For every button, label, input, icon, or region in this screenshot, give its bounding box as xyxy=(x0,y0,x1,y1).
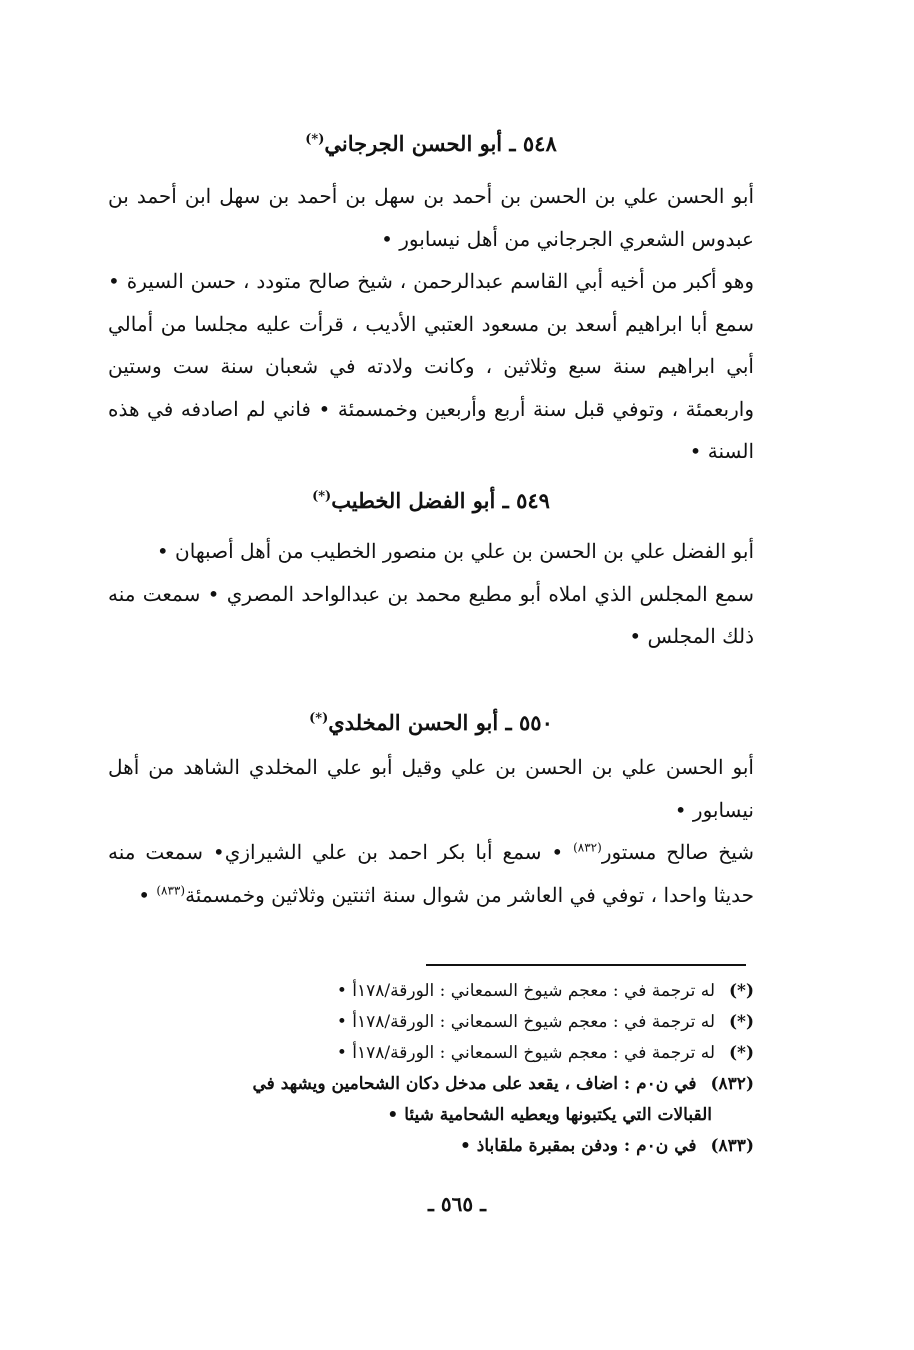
paragraph-end: • xyxy=(138,882,150,907)
footnote-text: له ترجمة في : معجم شيوخ السمعاني : الورقة/١٧٨أ • xyxy=(336,981,716,1001)
footnote-mark: (٨٣٢) xyxy=(710,1074,754,1094)
footnote-ref: (٨٣٣) xyxy=(156,882,186,897)
entry-heading-text: ٥٤٨ ـ أبو الحسن الجرجاني xyxy=(324,131,557,156)
entry-paragraph: أبو الفضل علي بن الحسن بن علي بن منصور الخطيب من أهل أصبهان • xyxy=(156,539,754,563)
footnote xyxy=(108,976,754,1007)
entry-heading xyxy=(108,704,754,738)
footnote-text: في ن٠م : ودفن بمقبرة ملقاباذ • xyxy=(459,1136,697,1156)
footnote-marker: (*) xyxy=(305,132,325,147)
entry-heading xyxy=(108,482,754,516)
footnote-mark: (*) xyxy=(729,1043,754,1063)
footnote-ref: (٨٣٢) xyxy=(573,840,602,855)
footnote-divider xyxy=(426,964,746,966)
footnotes xyxy=(108,976,754,1162)
entry-paragraph: وهو أكبر من أخيه أبي القاسم عبدالرحمن ، شيخ صالح متودد ، حسن السيرة • سمع أبا ابراهيم أسعد بن مسعود العتبي الأديب ، قرأت عليه مجلسا من أمالي أبي ابراهيم سنة سبع وثلاثين ، وكانت ولادته في شعبان سنة ست وستين واربعمئة ، وتوفي قبل سنة أربع وأربعين وخمسمئة • فاني لم اصادفه في هذه السنة • xyxy=(108,269,754,463)
paragraph-text: • سمع أبا بكر احمد بن علي الشيرازي• سمعت منه حديثا واحدا ، توفي في العاشر من شوال سنة اثنتين وثلاثين وخمسمئة xyxy=(108,840,754,907)
entry-heading xyxy=(108,125,754,159)
footnote-text: في ن٠م : اضاف ، يقعد على مدخل دكان الشحامين ويشهد في xyxy=(252,1074,697,1094)
footnote-text: له ترجمة في : معجم شيوخ السمعاني : الورقة/١٧٨أ • xyxy=(336,1012,716,1032)
footnote-mark: (*) xyxy=(729,1012,754,1032)
footnote-marker: (*) xyxy=(312,489,332,504)
entry-paragraph: أبو الحسن علي بن الحسن بن علي وقيل أبو علي المخلدي الشاهد من أهل نيسابور • xyxy=(108,755,754,822)
entry-548 xyxy=(108,125,754,473)
entry-heading-text: ٥٥٠ ـ أبو الحسن المخلدي xyxy=(328,710,553,735)
paragraph-text: شيخ صالح مستور xyxy=(601,840,755,864)
footnote-text: له ترجمة في : معجم شيوخ السمعاني : الورقة/١٧٨أ • xyxy=(336,1043,716,1063)
footnote-mark: (*) xyxy=(729,981,754,1001)
footnote xyxy=(108,1131,754,1162)
footnote-continuation: القبالات التي يكتبونها ويعطيه الشحامية شيئا • xyxy=(387,1105,712,1125)
entry-heading-text: ٥٤٩ ـ أبو الفضل الخطيب xyxy=(331,488,550,513)
footnote xyxy=(108,1038,754,1069)
footnote-marker: (*) xyxy=(309,711,329,726)
entry-paragraph: أبو الحسن علي بن الحسن بن أحمد بن سهل بن أحمد بن سهل ابن أحمد بن عبدوس الشعري الجرجاني من أهل نيسابور • xyxy=(108,184,754,251)
entry-550 xyxy=(108,704,754,916)
entry-paragraph: سمع المجلس الذي املاه أبو مطيع محمد بن عبدالواحد المصري • سمعت منه ذلك المجلس • xyxy=(108,581,754,648)
page-number: ـ ٥٦٥ ـ xyxy=(428,1192,486,1216)
footnote xyxy=(108,1069,754,1131)
footnote-mark: (٨٣٣) xyxy=(710,1136,754,1156)
entry-549 xyxy=(108,482,754,658)
footnote xyxy=(108,1007,754,1038)
entry-paragraph xyxy=(108,831,754,916)
